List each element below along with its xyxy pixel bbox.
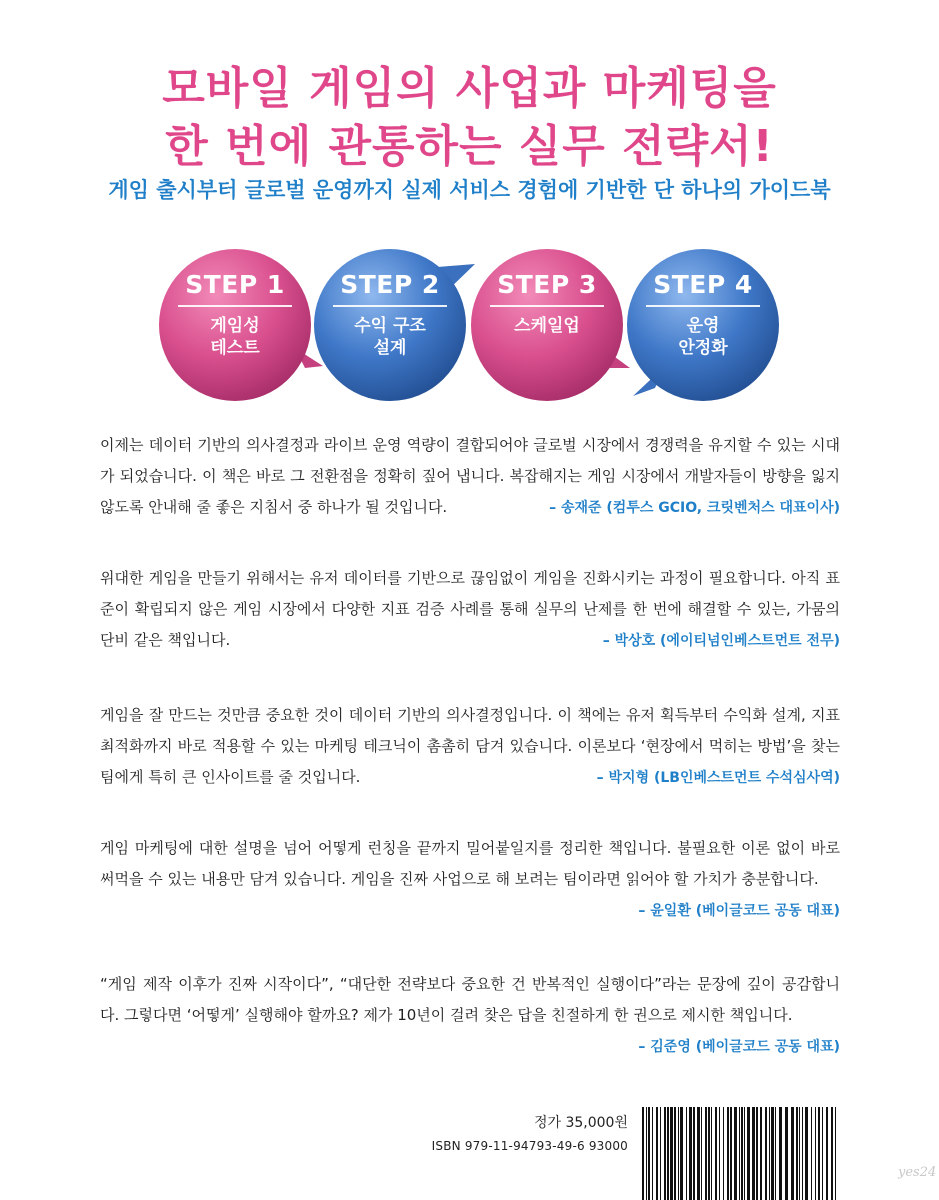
barcode-bar: [667, 1107, 669, 1200]
endorsement-1: [100, 430, 840, 520]
barcode-bar: [739, 1107, 740, 1200]
endorsement-5: [100, 969, 840, 1059]
barcode-bar: [727, 1107, 729, 1200]
endorsement-3-text: 게임을 잘 만드는 것만큼 중요한 것이 데이터 기반의 의사결정입니다. 이 책에는 유저 획득부터 수익화 설계, 지표 최적화까지 바로 적용할 수 있는 마케팅 테크닉이 촘촘히 담겨 있습니다. 이론보다 ‘현장에서 먹히는 방법’을 찾는 팀에게 특히 큰 인사이트를 줄 것입니다.: [100, 706, 840, 786]
barcode-bar: [660, 1107, 661, 1200]
barcode-bar: [835, 1107, 836, 1200]
step-2-desc: 수익 구조 설계: [354, 316, 426, 358]
subtitle: 게임 출시부터 글로벌 운영까지 실제 서비스 경험에 기반한 단 하나의 가이드북: [108, 178, 831, 202]
price-label: 정가 35,000원: [533, 1115, 628, 1131]
step-4-desc: 운영 안정화: [678, 316, 728, 358]
barcode-bar: [805, 1107, 808, 1200]
endorsement-1-author: – 송재준 (컴투스 GCIO, 크릿벤처스 대표이사): [549, 500, 840, 516]
barcode-bar: [686, 1107, 687, 1200]
barcode-bar: [693, 1107, 695, 1200]
isbn-label: ISBN 979-11-94793-49-6 93000: [431, 1139, 628, 1153]
barcode-bar: [730, 1107, 732, 1200]
barcode-bar: [822, 1107, 823, 1200]
step-3: [472, 270, 622, 337]
barcode-bar: [652, 1107, 653, 1200]
step-3-desc: 스케일업: [514, 316, 580, 336]
barcode-bar: [831, 1107, 833, 1200]
endorsement-4-author: – 윤일환 (베이글코드 공동 대표): [638, 903, 840, 919]
endorsement-3-author: – 박지형 (LB인베스트먼트 수석심사역): [596, 770, 840, 786]
barcode-bar: [779, 1107, 782, 1200]
step-3-title: STEP 3: [490, 270, 604, 307]
barcode-bar: [711, 1107, 712, 1200]
barcode-bar: [796, 1107, 798, 1200]
barcode-bar: [756, 1107, 758, 1200]
barcode-bar: [689, 1107, 692, 1200]
barcode-bar: [723, 1107, 724, 1200]
barcode-bar: [670, 1107, 673, 1200]
barcode-bar: [734, 1107, 737, 1200]
step-4-title: STEP 4: [646, 270, 760, 307]
barcode-bar: [785, 1107, 788, 1200]
step-4: [628, 270, 778, 359]
barcode-bar: [771, 1107, 774, 1200]
endorsement-4: [100, 833, 840, 923]
step-2: [315, 270, 465, 359]
barcode-bar: [678, 1107, 679, 1200]
endorsement-2: [100, 563, 840, 653]
barcode-bar: [818, 1107, 820, 1200]
endorsement-4-text: 게임 마케팅에 대한 설명을 넘어 어떻게 런칭을 끝까지 밀어붙일지를 정리한 책입니다. 불필요한 이론 없이 바로 써먹을 수 있는 내용만 담겨 있습니다. 게임을 진짜 사업으로 해 보려는 팀이라면 읽어야 할 가치가 충분합니다.: [100, 839, 840, 888]
barcode-bar: [708, 1107, 710, 1200]
barcode-bar: [815, 1107, 816, 1200]
barcode-bar: [705, 1107, 707, 1200]
barcode-bar: [646, 1107, 647, 1200]
barcode-bar: [656, 1107, 658, 1200]
barcode-bar: [802, 1107, 803, 1200]
barcode-bar: [697, 1107, 700, 1200]
headline-line-2: 한 번에 관통하는 실무 전략서!: [165, 121, 774, 172]
barcode-bar: [648, 1107, 650, 1200]
endorsement-5-text: “게임 제작 이후가 진짜 시작이다”, “대단한 전략보다 중요한 건 반복적인 실행이다”라는 문장에 깊이 공감합니다. 그렇다면 ‘어떻게’ 실행해야 할까요? 제가 10년이 걸려 찾은 답을 친절하게 한 권으로 제시한 책입니다.: [100, 975, 840, 1024]
step-1-title: STEP 1: [178, 270, 292, 307]
barcode-bar: [664, 1107, 666, 1200]
barcode-graphic: [640, 1107, 840, 1200]
endorsement-5-author: – 김준영 (베이글코드 공동 대표): [638, 1039, 840, 1055]
barcode-bar: [719, 1107, 720, 1200]
barcode-bar: [765, 1107, 767, 1200]
headline-line-1: 모바일 게임의 사업과 마케팅을: [162, 63, 777, 114]
barcode-bar: [642, 1107, 644, 1200]
step-2-title: STEP 2: [333, 270, 447, 307]
barcode-bar: [680, 1107, 683, 1200]
barcode-bar: [760, 1107, 762, 1200]
barcode-bar: [775, 1107, 776, 1200]
barcode-bar: [791, 1107, 794, 1200]
endorsement-1-text: 이제는 데이터 기반의 의사결정과 라이브 운영 역량이 결합되어야 글로벌 시장에서 경쟁력을 유지할 수 있는 시대가 되었습니다. 이 책은 바로 그 전환점을 정확히 짚어 냅니다. 복잡해지는 게임 시장에서 개발자들이 방향을 잃지 않도록 안내해 줄 좋은 지침서 중 하나가 될 것입니다.: [100, 436, 840, 516]
barcode-bar: [747, 1107, 750, 1200]
barcode-bar: [741, 1107, 743, 1200]
steps-row: [155, 238, 785, 413]
barcode-bar: [826, 1107, 828, 1200]
endorsement-2-text: 위대한 게임을 만들기 위해서는 유저 데이터를 기반으로 끊임없이 게임을 진화시키는 과정이 필요합니다. 아직 표준이 확립되지 않은 게임 시장에서 다양한 지표 검증 사례를 통해 실무의 난제를 한 번에 해결할 수 있는, 가뭄의 단비 같은 책입니다.: [100, 569, 840, 649]
endorsement-2-author: – 박상호 (에이티넘인베스트먼트 전무): [602, 633, 840, 649]
barcode-bar: [752, 1107, 755, 1200]
barcode-bar: [769, 1107, 770, 1200]
watermark-logo: yes24: [898, 1165, 937, 1180]
barcode-bar: [744, 1107, 745, 1200]
barcode-bar: [799, 1107, 800, 1200]
step-1: [160, 270, 310, 359]
barcode-bar: [715, 1107, 717, 1200]
barcode-bar: [811, 1107, 812, 1200]
barcode-bar: [701, 1107, 702, 1200]
barcode-bar: [674, 1107, 676, 1200]
step-1-desc: 게임성 테스트: [210, 316, 260, 358]
endorsement-3: [100, 700, 840, 790]
